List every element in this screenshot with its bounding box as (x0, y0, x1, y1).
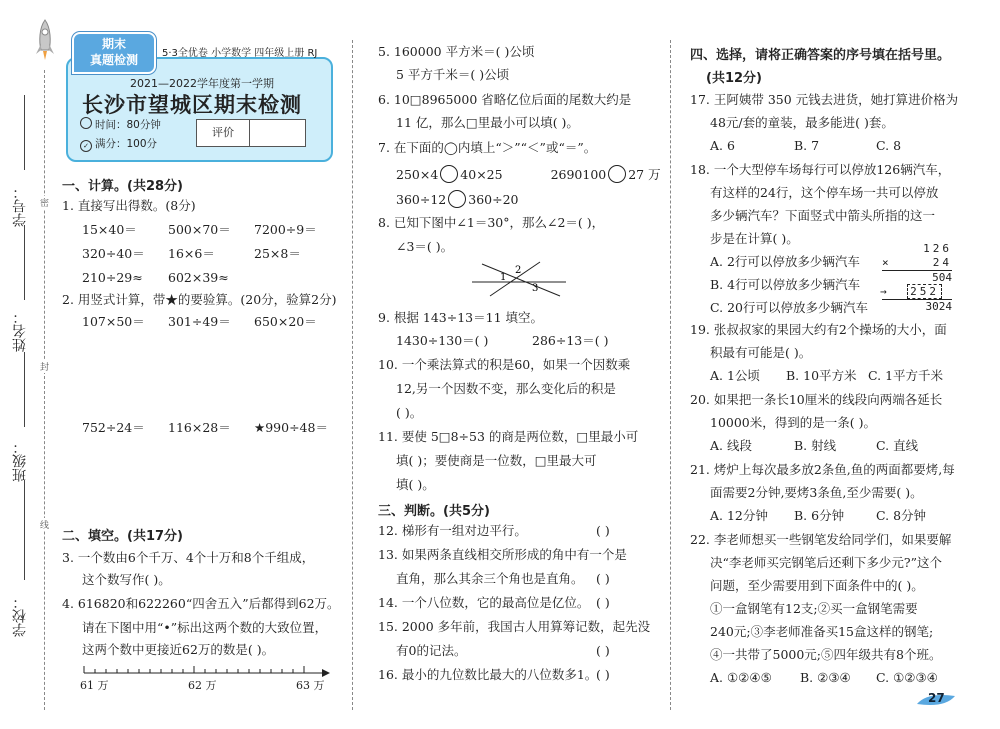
option-a[interactable]: A. 2行可以停放多少辆汽车 (710, 254, 860, 269)
section-fill-in: 二、填空。(共17分) (62, 529, 183, 544)
question-22-line3: 问题，至少需要用到下面条件中的( )。 (710, 578, 924, 593)
eval-label: 评价 (197, 120, 250, 146)
question-11-line3: 填( )。 (396, 477, 435, 492)
calc-row1: 126 (923, 242, 952, 255)
answer-paren[interactable]: ( ) (596, 667, 610, 682)
q2-item: 752÷24＝ (82, 420, 145, 435)
angle-label: 1 (500, 272, 507, 283)
badge-line2: 真题检测 (89, 53, 138, 67)
name-line (24, 225, 25, 300)
compare-circle[interactable] (608, 165, 626, 183)
question-22-line5: 240元;③李老师准备买15盒这样的钢笔; (710, 624, 934, 639)
q7-left-2: 2690100 (550, 167, 607, 182)
question-11-line2: 填( )；要使商是一位数，□里最大可 (396, 453, 597, 468)
q9-item-2: 286÷13＝( ) (532, 333, 609, 348)
q1-item: 602×39≈ (168, 270, 229, 285)
page-number-badge (915, 690, 959, 710)
page-title: 长沙市望城区期末检测 (82, 93, 302, 117)
question-20-line1: 20. 如果把一条长10厘米的线段向两端各延长 (690, 392, 943, 407)
check-icon: ✓ (80, 140, 92, 152)
question-8-line1: 8. 已知下图中∠1＝30°，那么∠2＝( )， (378, 215, 605, 230)
section-calculation: 一、计算。(共28分) (62, 179, 183, 194)
calc-operator: × (882, 256, 889, 269)
q1-item: 16×6＝ (168, 246, 215, 261)
badge-line1: 期末 (101, 37, 126, 51)
answer-paren[interactable]: ( ) (596, 523, 610, 538)
column-divider (352, 40, 353, 710)
q2-item: 301÷49＝ (168, 314, 231, 329)
section-judgement: 三、判断。(共5分) (378, 504, 490, 519)
exam-badge (72, 32, 156, 74)
q1-item: 320÷40＝ (82, 246, 145, 261)
name-label: 姓名： (12, 310, 28, 352)
option-c[interactable]: C. 8 (876, 138, 902, 153)
q7-row2 (396, 190, 519, 208)
feng-mark: 封 (40, 360, 49, 373)
question-21-line1: 21. 烤炉上每次最多放2条鱼,鱼的两面都要烤,每 (690, 462, 955, 477)
question-18-line2: 有这样的24行，这个停车场一共可以停放 (710, 185, 939, 200)
q9-item-1: 1430÷130＝( ) (396, 333, 489, 348)
question-18-line3: 多少辆汽车？下面竖式中箭头所指的这一 (710, 208, 936, 223)
option-c[interactable]: C. 8分钟 (876, 508, 927, 523)
school-label: 学校： (12, 595, 28, 637)
question-14: 14. 一个八位数，它的最高位是亿位。 (378, 595, 590, 610)
q1-item: 25×8＝ (254, 246, 301, 261)
answer-paren[interactable]: ( ) (596, 571, 610, 586)
class-label: 班级： (12, 440, 28, 482)
angle-figure (470, 258, 570, 302)
question-4-line2: 请在下图中用“•”标出这两个数的大致位置， (82, 620, 328, 635)
score-text: 满分：100分 (95, 138, 158, 150)
q7-right-3: 360÷20 (468, 192, 519, 207)
question-8-line2: ∠3＝( )。 (396, 239, 454, 254)
calc-row4: 252 (907, 284, 942, 299)
time-info (80, 117, 161, 132)
calc-row2: 24 (932, 256, 952, 269)
question-21-line2: 面需要2分钟,要烤3条鱼,至少需要( )。 (710, 485, 923, 500)
section-choice: 四、选择，请将正确答案的序号填在括号里。 (690, 48, 951, 63)
question-15-line2: 有0的记法。 (396, 643, 467, 658)
option-b[interactable]: B. 6分钟 (794, 508, 845, 523)
calc-arrow: → (880, 285, 887, 298)
calc-row3: 504 (882, 270, 952, 285)
angle-label: 2 (515, 265, 522, 276)
q2-item: 116×28＝ (168, 420, 231, 435)
question-22-line2: 决“李老师买完钢笔后还剩下多少元?”这个 (710, 555, 942, 570)
student-no-label: 学号： (12, 185, 28, 227)
question-1: 1. 直接写出得数。(8分) (62, 198, 196, 213)
option-c[interactable]: C. 1平方千米 (868, 368, 944, 383)
time-text: 时间：80分钟 (95, 119, 161, 131)
option-a[interactable]: A. 1公顷 (710, 368, 760, 383)
q7-left-1: 250×4 (396, 167, 439, 182)
question-7: 7. 在下面的◯内填上“＞”“＜”或“＝”。 (378, 140, 597, 155)
question-22-line1: 22. 李老师想买一些钢笔发给同学们，如果要解 (690, 532, 952, 547)
question-22-line4: ①一盒钢笔有12支;②买一盒钢笔需要 (710, 601, 918, 616)
mi-mark: 密 (40, 196, 49, 209)
clock-icon (80, 117, 92, 129)
vertical-calc (882, 242, 952, 318)
option-c[interactable]: C. 20行可以停放多少辆汽车 (710, 300, 868, 315)
q2-item: 107×50＝ (82, 314, 145, 329)
question-10-line1: 10. 一个乘法算式的积是60，如果一个因数乘 (378, 357, 631, 372)
question-19-line2: 积最有可能是( )。 (710, 345, 812, 360)
question-4-line3: 这两个数中更接近62万的数是( )。 (82, 642, 275, 657)
school-line (24, 480, 25, 580)
q7-right-2: 27 万 (628, 167, 661, 182)
q1-item: 15×40＝ (82, 222, 137, 237)
school-year: 2021—2022学年度第一学期 (130, 77, 274, 90)
question-4-line1: 4. 616820和622260“四舍五入”后都得到62万。 (62, 596, 340, 611)
compare-circle[interactable] (448, 190, 466, 208)
section-choice-points: (共12分) (706, 71, 762, 86)
question-13-line1: 13. 如果两条直线相交所形成的角中有一个是 (378, 547, 627, 562)
question-18-line4: 步是在计算( )。 (710, 231, 799, 246)
calc-row5: 3024 (882, 299, 952, 314)
question-16: 16. 最小的九位数比最大的八位数多1。 (378, 667, 598, 682)
compare-circle[interactable] (440, 165, 458, 183)
option-b[interactable]: B. 射线 (794, 438, 837, 453)
series-label: 5·3全优卷 小学数学 四年级上册 RJ (162, 48, 318, 59)
axis-label-63: 63 万 (296, 679, 325, 692)
question-10-line3: ( )。 (396, 405, 423, 420)
question-11-line1: 11. 要使 5□8÷53 的商是两位数，□里最小可 (378, 429, 639, 444)
question-22-line6: ④一共带了5000元;⑤四年级共有8个班。 (710, 647, 942, 662)
binding-line (44, 70, 45, 710)
axis-label-61: 61 万 (80, 679, 109, 692)
question-15-line1: 15. 2000 多年前，我国古人用算筹记数，起先没 (378, 619, 651, 634)
question-12: 12. 梯形有一组对边平行。 (378, 523, 527, 538)
axis-label-62: 62 万 (188, 679, 217, 692)
option-a[interactable]: A. 12分钟 (710, 508, 768, 523)
question-3-line1: 3. 一个数由6个千万、4个十万和8个千组成， (62, 550, 315, 565)
question-5-line2: 5 平方千米＝( )公顷 (396, 67, 510, 82)
xian-mark: 线 (40, 518, 49, 531)
answer-paren[interactable]: ( ) (596, 643, 610, 658)
option-c[interactable]: C. ①②③④ (876, 670, 938, 685)
class-line (24, 352, 25, 427)
eval-box (196, 119, 306, 147)
option-b[interactable]: B. 4行可以停放多少辆汽车 (710, 277, 861, 292)
angle-label: 3 (532, 283, 539, 294)
question-6-line2: 11 亿，那么□里最小可以填( )。 (396, 115, 579, 130)
score-info (80, 136, 157, 152)
q1-item: 500×70＝ (168, 222, 231, 237)
column-divider (670, 40, 671, 710)
rocket-icon (34, 18, 56, 66)
q7-right-1: 40×25 (460, 167, 503, 182)
question-17-line1: 17. 王阿姨带 350 元钱去进货，她打算进价格为 (690, 92, 959, 107)
option-c[interactable]: C. 直线 (876, 438, 919, 453)
question-6-line1: 6. 10□8965000 省略亿位后面的尾数大约是 (378, 92, 632, 107)
q1-item: 210÷29≈ (82, 270, 143, 285)
q2-item: ★990÷48＝ (254, 420, 328, 435)
option-a[interactable]: A. 6 (710, 138, 735, 153)
option-b[interactable]: B. 7 (794, 138, 820, 153)
question-10-line2: 12,另一个因数不变，那么变化后的积是 (396, 381, 616, 396)
question-2: 2. 用竖式计算，带★的要验算。(20分，验算2分) (62, 292, 337, 307)
question-13-line2: 直角，那么其余三个角也是直角。 (396, 571, 584, 586)
q7-row1 (396, 165, 661, 183)
question-9: 9. 根据 143÷13＝11 填空。 (378, 310, 543, 325)
option-b[interactable]: B. ②③④ (800, 670, 851, 685)
option-a[interactable]: A. 线段 (710, 438, 752, 453)
page-number: 27 (928, 691, 945, 705)
answer-paren[interactable]: ( ) (596, 595, 610, 610)
option-a[interactable]: A. ①②④⑤ (710, 670, 772, 685)
q2-item: 650×20＝ (254, 314, 317, 329)
q1-item: 7200÷9＝ (254, 222, 317, 237)
question-18-line1: 18. 一个大型停车场每行可以停放126辆汽车， (690, 162, 951, 177)
question-17-line2: 48元/套的童装，最多能进( )套。 (710, 115, 894, 130)
question-5-line1: 5. 160000 平方米＝( )公顷 (378, 44, 535, 59)
question-19-line1: 19. 张叔叔家的果园大约有2个操场的大小，面 (690, 322, 947, 337)
question-20-line2: 10000米，得到的是一条( )。 (710, 415, 876, 430)
question-3-line2: 这个数写作( )。 (82, 572, 171, 587)
student-no-line (24, 95, 25, 170)
q7-left-3: 360÷12 (396, 192, 447, 207)
option-b[interactable]: B. 10平方米 (786, 368, 857, 383)
